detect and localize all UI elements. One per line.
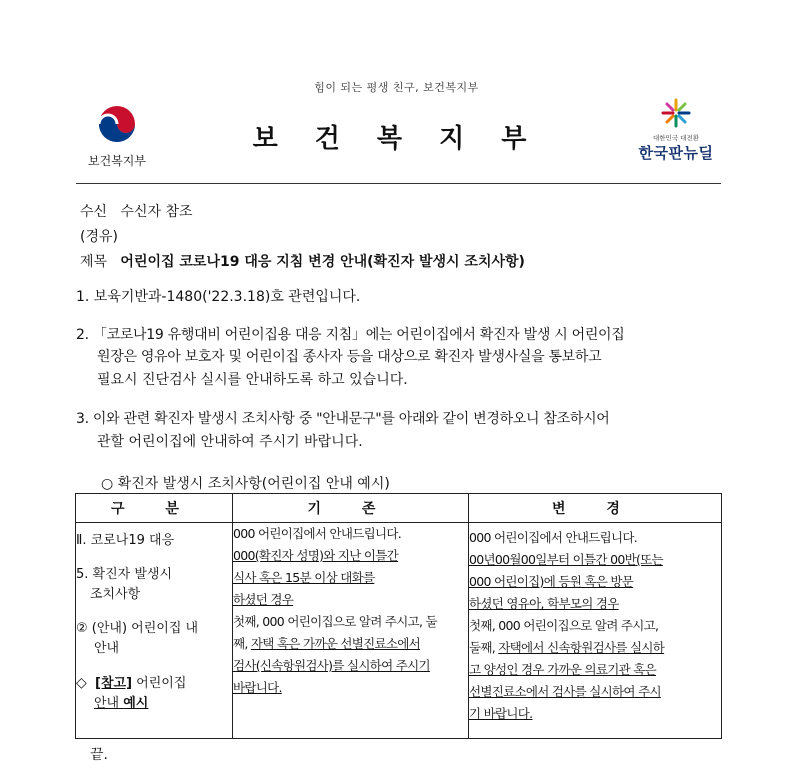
before-line-1: 000 어린이집에서 안내드립니다. <box>233 526 402 541</box>
closing: 끝. <box>90 747 108 763</box>
header-divider <box>76 183 721 184</box>
left-logo-label: 보건복지부 <box>88 154 146 168</box>
after-cell <box>469 523 722 739</box>
diamond-icon: ◇ <box>76 675 87 691</box>
before-line-4: 하셨던 경우 <box>233 592 294 607</box>
before-line-8: 바랍니다. <box>233 680 282 695</box>
paragraph-2-line-1: 2. 「코로나19 유행대비 어린이집용 대응 지침」에는 어린이집에서 확진자 발생 시 어린이집 <box>76 327 625 343</box>
category-line-3: ② (안내) 어린이집 내 안내 <box>76 621 199 656</box>
paragraph-2-line-2: 원장은 영유아 보호자 및 어린이집 종사자 등을 대상으로 확진자 발생사실을 통보하고 <box>97 349 602 365</box>
paragraph-3-line-1: 3. 이와 관련 확진자 발생시 조치사항 중 "안내문구"를 아래와 같이 변경하오니 참조하시어 <box>76 411 610 427</box>
newdeal-logo <box>636 98 716 163</box>
header-category: 구 분 <box>76 494 233 523</box>
paragraph-3-line-2: 관할 어린이집에 안내하여 주시기 바랍니다. <box>97 434 363 450</box>
right-logo-subtitle: 대한민국 대전환 <box>652 134 700 142</box>
before-line-5: 첫째, 000 어린이집으로 알려 주시고, 둘 <box>233 614 437 629</box>
table-header-row <box>76 494 722 523</box>
before-line-7: 검사(신속항원검사)를 실시하여 주시기 <box>233 658 430 673</box>
before-cell <box>233 523 469 739</box>
after-line-9: 기 바랍니다. <box>469 706 533 721</box>
category-cell <box>76 523 233 739</box>
subject-row <box>80 251 525 271</box>
after-line-8: 선별진료소에서 검사를 실시하여 주시 <box>469 684 661 699</box>
after-line-5: 첫째, 000 어린이집으로 알려 주시고, <box>469 618 659 633</box>
slogan: 힘이 되는 평생 친구, 보건복지부 <box>314 81 479 94</box>
before-line-6: 째, 자택 혹은 가까운 선별진료소에서 <box>233 636 420 651</box>
header-before: 기 존 <box>233 494 469 523</box>
after-line-3: 000 어린이집)에 등원 혹은 방문 <box>469 574 634 589</box>
right-logo-title: 한국판뉴딜 <box>638 144 714 162</box>
ministry-title: 보 건 복 지 부 <box>252 124 541 154</box>
category-line-1: Ⅱ. 코로나19 대응 <box>76 533 175 548</box>
paragraph-1: 1. 보육기반과-1480('22.3.18)호 관련입니다. <box>76 289 361 305</box>
after-line-6: 둘째, 자택에서 신속항원검사를 실시하 <box>469 640 665 655</box>
category-line-4: ◇ [참고] 어린이집 안내 예시 <box>76 675 187 711</box>
header-after: 변 경 <box>469 494 722 523</box>
paragraph-2-line-3: 필요시 진단검사 실시를 안내하도록 하고 있습니다. <box>97 372 408 388</box>
before-line-3: 식사 혹은 15분 이상 대화를 <box>233 570 375 585</box>
subject-title: 어린이집 코로나19 대응 지침 변경 안내(확진자 발생시 조치사항) <box>120 254 525 270</box>
category-line-2: 5. 확진자 발생시 조치사항 <box>76 567 173 602</box>
after-line-1: 000 어린이집에서 안내드립니다. <box>469 530 638 545</box>
recipient-row <box>80 201 193 221</box>
after-line-4: 하셨던 영유아, 학부모의 경우 <box>469 596 619 611</box>
newdeal-star-icon <box>661 98 691 128</box>
table-row <box>76 523 722 739</box>
after-line-2: 00년00월00일부터 이틀간 00반(또는 <box>469 552 663 567</box>
after-line-7: 고 양성인 경우 가까운 의료기관 혹은 <box>469 662 656 677</box>
via-row: (경유) <box>80 229 118 245</box>
recipient-label: 수신 <box>80 204 108 220</box>
subject-label: 제목 <box>80 254 108 270</box>
recipient-value: 수신자 참조 <box>120 204 193 220</box>
before-line-2: 000(확진자 성명)와 지난 이틀간 <box>233 548 399 563</box>
change-table <box>75 493 722 739</box>
table-caption: ○ 확진자 발생시 조치사항(어린이집 안내 예시) <box>101 476 390 492</box>
